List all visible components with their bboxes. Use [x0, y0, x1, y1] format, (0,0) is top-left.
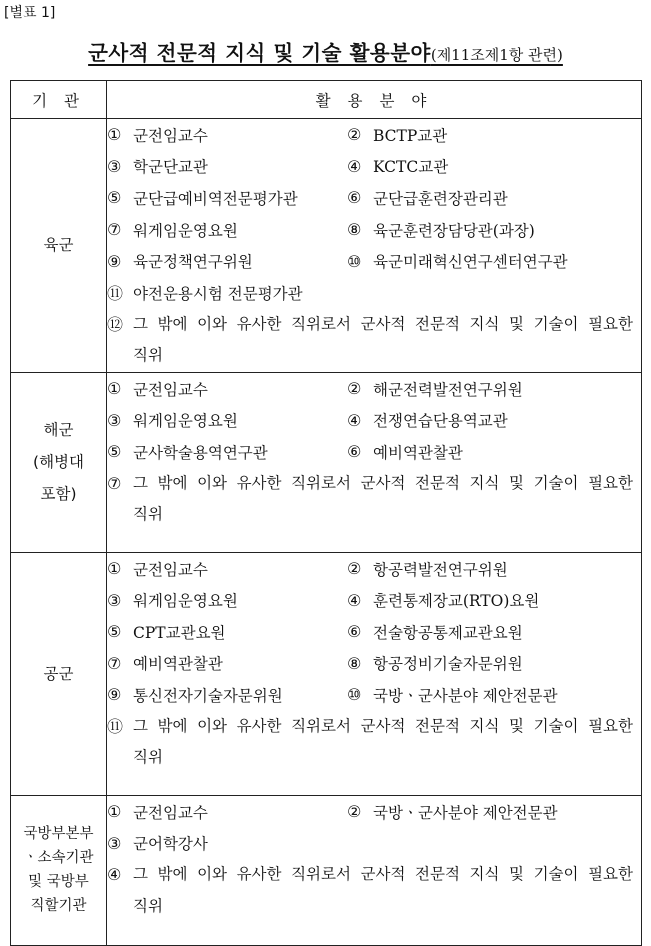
org-cell: 공군 — [11, 552, 107, 795]
item-text: 워게임운영요원 — [133, 221, 238, 240]
item-number: ① — [107, 802, 122, 822]
items-cell — [107, 795, 642, 945]
list-item — [107, 378, 347, 400]
item-text: KCTC교관 — [373, 158, 449, 177]
item-text: 항공력발전연구위원 — [373, 560, 508, 579]
item-text: 학군단교관 — [133, 158, 208, 177]
list-item — [107, 409, 347, 431]
list-item — [347, 124, 587, 146]
item-number: ① — [107, 125, 122, 145]
list-item — [107, 219, 347, 241]
item-text: 통신전자기술자문위원 — [133, 686, 283, 705]
table-header-row — [11, 81, 642, 119]
list-item — [107, 250, 347, 272]
item-row — [107, 584, 641, 616]
item-text: 육군미래혁신연구센터연구관 — [373, 253, 568, 272]
list-item — [107, 684, 347, 706]
item-text: 국방ㆍ군사분야 제안전문관 — [373, 803, 558, 822]
list-item — [107, 441, 347, 463]
item-text: 항공정비기술자문위원 — [373, 655, 523, 674]
list-item — [347, 684, 587, 706]
list-item — [347, 378, 587, 400]
list-item — [347, 801, 587, 823]
item-text: BCTP교관 — [373, 126, 448, 145]
item-row — [107, 119, 641, 151]
item-number: ③ — [107, 410, 122, 430]
appendix-label: [별표 1] — [4, 5, 56, 21]
item-row — [107, 648, 641, 680]
list-item — [107, 859, 641, 922]
list-item — [107, 558, 347, 580]
org-cell: 국방부본부 ㆍ소속기관 및 국방부 직할기관 — [11, 795, 107, 945]
item-number: ④ — [347, 590, 362, 610]
item-row — [107, 796, 641, 828]
item-text: 그 밖에 이와 유사한 직위로서 군사적 전문적 지식 및 기술이 필요한 직위 — [133, 473, 633, 524]
org-cell: 해군 (해병대 포함) — [11, 372, 107, 552]
item-number: ④ — [347, 410, 362, 430]
list-item — [107, 468, 641, 531]
item-text: 육군훈련장담당관(과장) — [373, 221, 535, 240]
item-number: ⑫ — [107, 314, 124, 334]
item-number: ③ — [107, 590, 122, 610]
item-row — [107, 553, 641, 585]
item-number: ⑨ — [107, 685, 122, 705]
item-row — [107, 182, 641, 214]
list-item — [347, 589, 587, 611]
item-text: 군단급훈련장관리관 — [373, 189, 508, 208]
header-org: 기 관 — [11, 81, 107, 119]
item-text: 군전임교수 — [133, 126, 208, 145]
item-number: ⑩ — [347, 251, 362, 271]
item-text: 전쟁연습단용역교관 — [373, 412, 508, 431]
item-text: 야전운용시험 전문평가관 — [133, 284, 303, 303]
list-item — [107, 652, 347, 674]
item-row — [107, 373, 641, 405]
item-text: 군전임교수 — [133, 380, 208, 399]
item-number: ⑪ — [107, 716, 124, 736]
item-row — [107, 151, 641, 183]
item-number: ⑥ — [347, 188, 362, 208]
item-number: ⑥ — [347, 442, 362, 462]
item-text: 군전임교수 — [133, 560, 208, 579]
header-field: 활 용 분 야 — [107, 81, 642, 119]
list-item — [107, 155, 347, 177]
section-row-mnd — [11, 795, 642, 945]
item-text: 예비역관찰관 — [373, 443, 463, 462]
item-number: ② — [347, 559, 362, 579]
list-item — [107, 801, 347, 823]
item-row — [107, 245, 641, 277]
item-text: 군어학강사 — [133, 835, 208, 854]
item-number: ① — [107, 559, 122, 579]
list-item — [347, 250, 587, 272]
document-title — [0, 36, 651, 66]
item-text: 예비역관찰관 — [133, 655, 223, 674]
items-cell — [107, 119, 642, 373]
title-sub: (제11조제1항 관련) — [430, 46, 563, 64]
item-number: ⑦ — [107, 220, 122, 240]
item-text: 그 밖에 이와 유사한 직위로서 군사적 전문적 지식 및 기술이 필요한 직위 — [133, 864, 633, 915]
list-item — [347, 621, 587, 643]
item-number: ① — [107, 379, 122, 399]
item-text: 훈련통제장교(RTO)요원 — [373, 592, 540, 611]
item-number: ⑨ — [107, 251, 122, 271]
item-row — [107, 679, 641, 711]
item-text: 군사학술용역연구관 — [133, 443, 268, 462]
item-number: ③ — [107, 833, 122, 853]
item-number: ⑦ — [107, 473, 122, 493]
title-main: 군사적 전문적 지식 및 기술 활용분야 — [88, 41, 431, 65]
list-item — [107, 309, 641, 372]
list-item — [107, 281, 347, 304]
list-item — [107, 187, 347, 209]
items-cell — [107, 372, 642, 552]
item-number: ② — [347, 125, 362, 145]
item-number: ③ — [107, 156, 122, 176]
section-row-airforce — [11, 552, 642, 795]
list-item — [347, 219, 587, 241]
list-item — [107, 589, 347, 611]
list-item — [107, 832, 347, 854]
list-item — [347, 409, 587, 431]
item-text: 전술항공통제교관요원 — [373, 623, 523, 642]
item-text: 그 밖에 이와 유사한 직위로서 군사적 전문적 지식 및 기술이 필요한 직위 — [133, 716, 633, 767]
list-item — [107, 124, 347, 146]
item-number: ⑤ — [107, 622, 122, 642]
item-number: ⑧ — [347, 653, 362, 673]
item-number: ⑤ — [107, 188, 122, 208]
item-row — [107, 436, 641, 468]
list-item — [347, 441, 587, 463]
item-text: 해군전력발전연구위원 — [373, 380, 523, 399]
section-row-navy — [11, 372, 642, 552]
list-item — [347, 558, 587, 580]
list-item — [347, 652, 587, 674]
item-text: 워게임운영요원 — [133, 412, 238, 431]
list-item — [347, 187, 587, 209]
item-number: ⑥ — [347, 622, 362, 642]
item-number: ⑧ — [347, 220, 362, 240]
item-row — [107, 277, 641, 309]
item-row — [107, 827, 641, 859]
item-number: ⑦ — [107, 653, 122, 673]
item-row — [107, 616, 641, 648]
item-number: ④ — [107, 864, 122, 884]
item-number: ⑪ — [107, 284, 124, 304]
items-cell — [107, 552, 642, 795]
item-text: 국방ㆍ군사분야 제안전문관 — [373, 686, 558, 705]
item-text: CPT교관요원 — [133, 623, 226, 642]
item-row — [107, 214, 641, 246]
item-number: ⑩ — [347, 685, 362, 705]
item-number: ② — [347, 802, 362, 822]
item-text: 군전임교수 — [133, 803, 208, 822]
list-item — [107, 621, 347, 643]
item-number: ② — [347, 379, 362, 399]
item-text: 군단급예비역전문평가관 — [133, 189, 298, 208]
item-text: 육군정책연구위원 — [133, 253, 253, 272]
list-item — [347, 155, 587, 177]
list-item — [107, 711, 641, 774]
section-row-army — [11, 119, 642, 373]
item-number: ⑤ — [107, 442, 122, 462]
utilization-table — [10, 80, 642, 946]
org-cell: 육군 — [11, 119, 107, 373]
item-row — [107, 404, 641, 436]
item-text: 워게임운영요원 — [133, 592, 238, 611]
item-text: 그 밖에 이와 유사한 직위로서 군사적 전문적 지식 및 기술이 필요한 직위 — [133, 314, 633, 365]
item-number: ④ — [347, 156, 362, 176]
